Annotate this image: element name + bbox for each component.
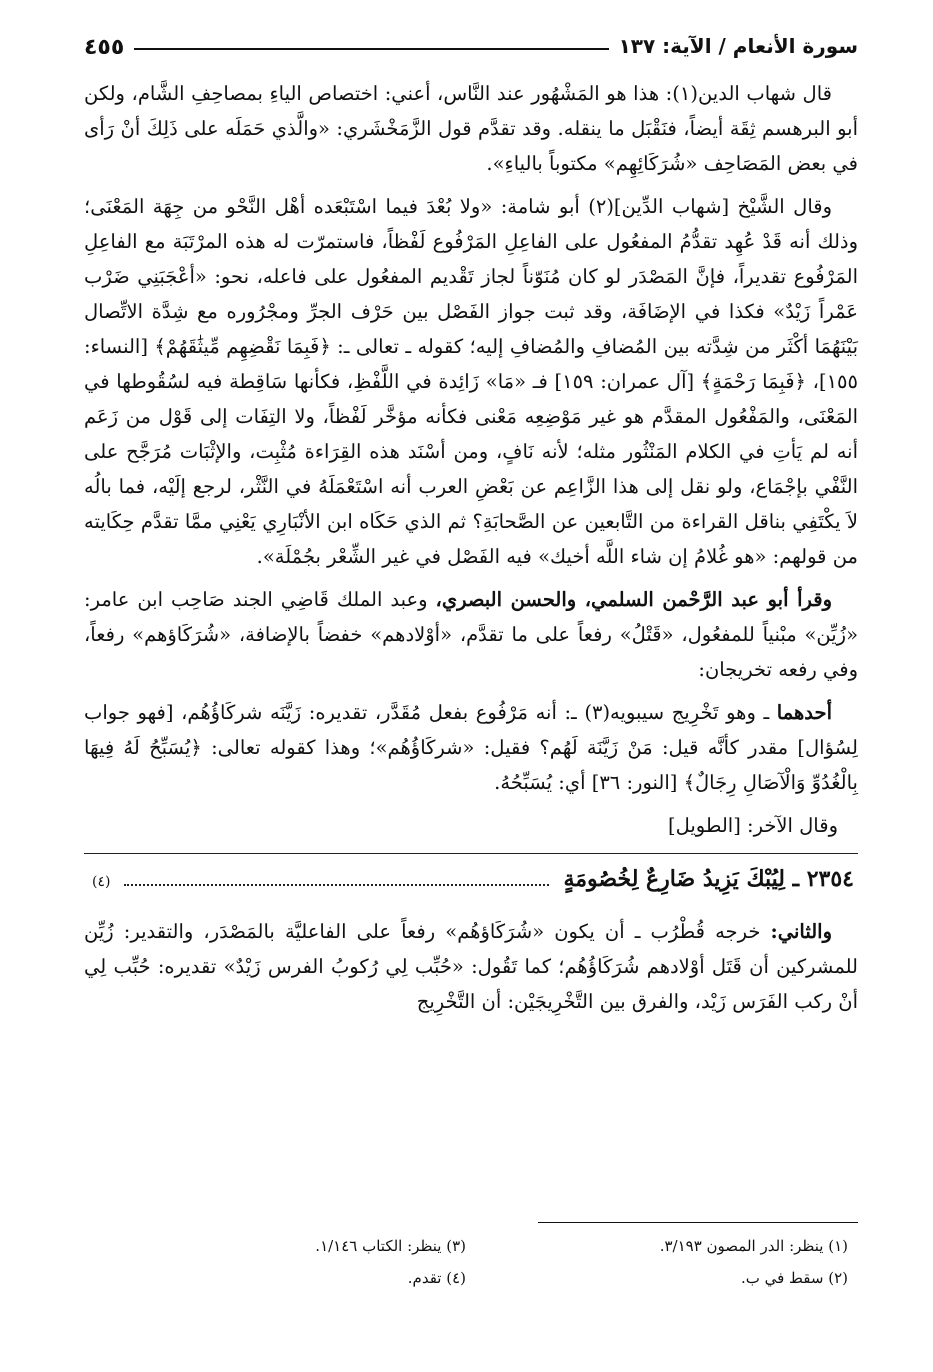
verse-intro: وقال الآخر: [الطويل] — [667, 814, 838, 837]
paragraph-text: وقال الشَّيْخ [شهاب الدِّين](٢) أبو شامة: «ولا بُعْدَ فيما اسْتَبْعَده أهْل النَّحْو من جِهَة المَعْنَى؛ وذلك أنه قَدْ عُهِد تقدُّمُ المفعُول على الفاعِلِ المَرْفُوع لَفْظاً، فاستمرّت له هذه المرْتَبَة مع الفاعِلِ المَرْفُوع تقديراً، فإنَّ المَصْدَر لو كان مُنَوّناً لجاز تَقْديم المفعُول على فاعله، نحو: «أعْجَبَنِي ضَرْب عَمْراً زَيْدٌ» فكذا في الإضَافَة، وقد ثبت جواز الفَصْل بين حَرْف الجرِّ ومجْرُوره مع شِدَّة الاتِّصال بَيْنَهُمَا أكْثَر من شِدَّته بين المُضافِ والمُضافِ إليه؛ كقوله ـ تعالى ـ: ﴿فَبِمَا نَقْضِهِم مِّيثَٰقَهُمْ﴾ [النساء: ١٥٥]، ﴿فَبِمَا رَحْمَةٍ﴾ [آل عمران: ١٥٩] فـ «مَا» زَائِدة في اللَّفْظِ، فكأنها سَاقِطة فيه لسُقُوطها في المَعْنَى، والمَفْعُول المقدَّم هو غير مَوْضِعِه مَعْنى فكأنه مؤخَّر لَفْظاً، ولا التِفَات إلى قَوْل من زَعَم أنه لم يَأتِ في الكلام المَنْثُور مثله؛ لأنه نَافٍ، ومن أسْنَد هذه القِرَاءة مُثْبِت، والإثْبَات مُرَجَّح على النَّفْي بإجْمَاع، ولو نقل إلى هذا الزَّاعِم عن بَعْضِ العرب أنه اسْتَعْمَلَهُ في النَّثْر، لرجع إلَيْه، فما بالُه لاَ يكْتَفِي بناقل القراءة من التَّابعين عن الصَّحابَةِ؟ ثم الذي حَكَاه ابن الأنْبَارِي يَعْنِي ممَّا تقدَّم حِكَايته من قولهم: «هو غُلامُ إن شاء اللَّه أخيك» فيه الفَصْل في غير الشِّعْر بجُمْلَة». — [84, 195, 858, 568]
footnote: (٣) ينظر: الكتاب ١/١٤٦. — [315, 1237, 466, 1255]
paragraph — [84, 189, 858, 574]
document-page — [84, 22, 858, 1352]
page-header — [84, 22, 858, 62]
footnote-list — [84, 1233, 858, 1291]
paragraph-lead: والثاني: — [770, 920, 832, 943]
main-text — [84, 76, 858, 1019]
poem-footnote-ref: (٤) — [92, 874, 111, 890]
footnotes — [84, 1222, 858, 1291]
paragraph-text: قال شهاب الدين(١): هذا هو المَشْهُور عند النَّاس، أعني: اختصاص الياءِ بمصاحِفِ الشَّام، ولكن أبو البرهسم ثِقَة أيضاً، فنَقْبَل ما ينقله. وقد تقدَّم قول الزَّمَخْشَري: «والَّذي حَمَلَه على ذَلِكَ أنْ رَأى في بعض المَصَاحِف «شُرَكَائِهِم» مكتوباً بالياءِ». — [84, 82, 858, 175]
footnote-rule — [538, 1222, 858, 1223]
paragraph-text: ـ وهو تَخْرِيج سيبويه(٣) ـ: أنه مَرْفُوع بفعل مُقَدَّر، تقديره: زَيَّنَه شركَاؤُهُم، [فهو جواب لِسُؤال] مقدر كأنَّه قيل: مَنْ زَيَّنَة لَهُم؟ فقيل: «شركَاؤُهُم»؛ وهذا كقوله تعالى: ﴿يُسَبِّحُ لَهُ فِيهَا بِالْغُدُوِّ وَالْآصَالِ رِجَالٌ﴾ [النور: ٣٦] أي: يُسَبِّحُهُ. — [84, 701, 858, 794]
footnote: (١) ينظر: الدر المصون ٣/١٩٣. — [659, 1237, 848, 1255]
paragraph-lead: أحدهما — [776, 701, 832, 724]
poem-text: ٢٣٥٤ ـ لِيُبْكَ يَزِيدُ ضَارِعٌ لِخُصُومَةٍ — [563, 866, 854, 892]
paragraph — [84, 76, 858, 181]
footnote: (٤) تقدم. — [407, 1269, 466, 1287]
poem-dots — [124, 884, 549, 886]
paragraph — [84, 695, 858, 800]
paragraph-lead: وقرأ أبو عبد الرَّحْمن السلمي، والحسن البصري، — [435, 588, 833, 611]
footnote: (٢) سقط في ب. — [740, 1269, 848, 1287]
header-rule — [134, 48, 608, 50]
poem-line — [84, 853, 858, 900]
paragraph — [84, 914, 858, 1019]
paragraph-text: وعبد الملك قَاضِي الجند صَاحِب ابن عامر: «زُيِّن» مبْنياً للمفعُول، «قَتْلُ» رفعاً على ما تقدَّم، «أوْلادهم» خفضاً بالإضافة، «شُرَكَاؤهم» رفعاً، وفي رفعه تخريجان: — [84, 588, 858, 681]
running-title: سورة الأنعام / الآية: ١٣٧ — [618, 34, 858, 58]
paragraph-text: خرجه قُطْرُب ـ أن يكون «شُرَكَاؤهُم» رفعاً على الفاعليَّة بالمَصْدَر، والتقدير: زُيِّن للمشركين أن قَتَل أوْلادهم شُرَكَاؤُهُم؛ كما تَقُول: «حُبِّب لِي رُكوبُ الفرس زَيْدٌ» تقديره: حُبِّب لِي أنْ ركب الفَرَس زَيْد، والفرق بين التَّخْرِيجَيْن: أن التَّخْرِيج — [84, 920, 858, 1013]
page-number: ٤٥٥ — [84, 35, 125, 60]
paragraph — [84, 582, 858, 687]
